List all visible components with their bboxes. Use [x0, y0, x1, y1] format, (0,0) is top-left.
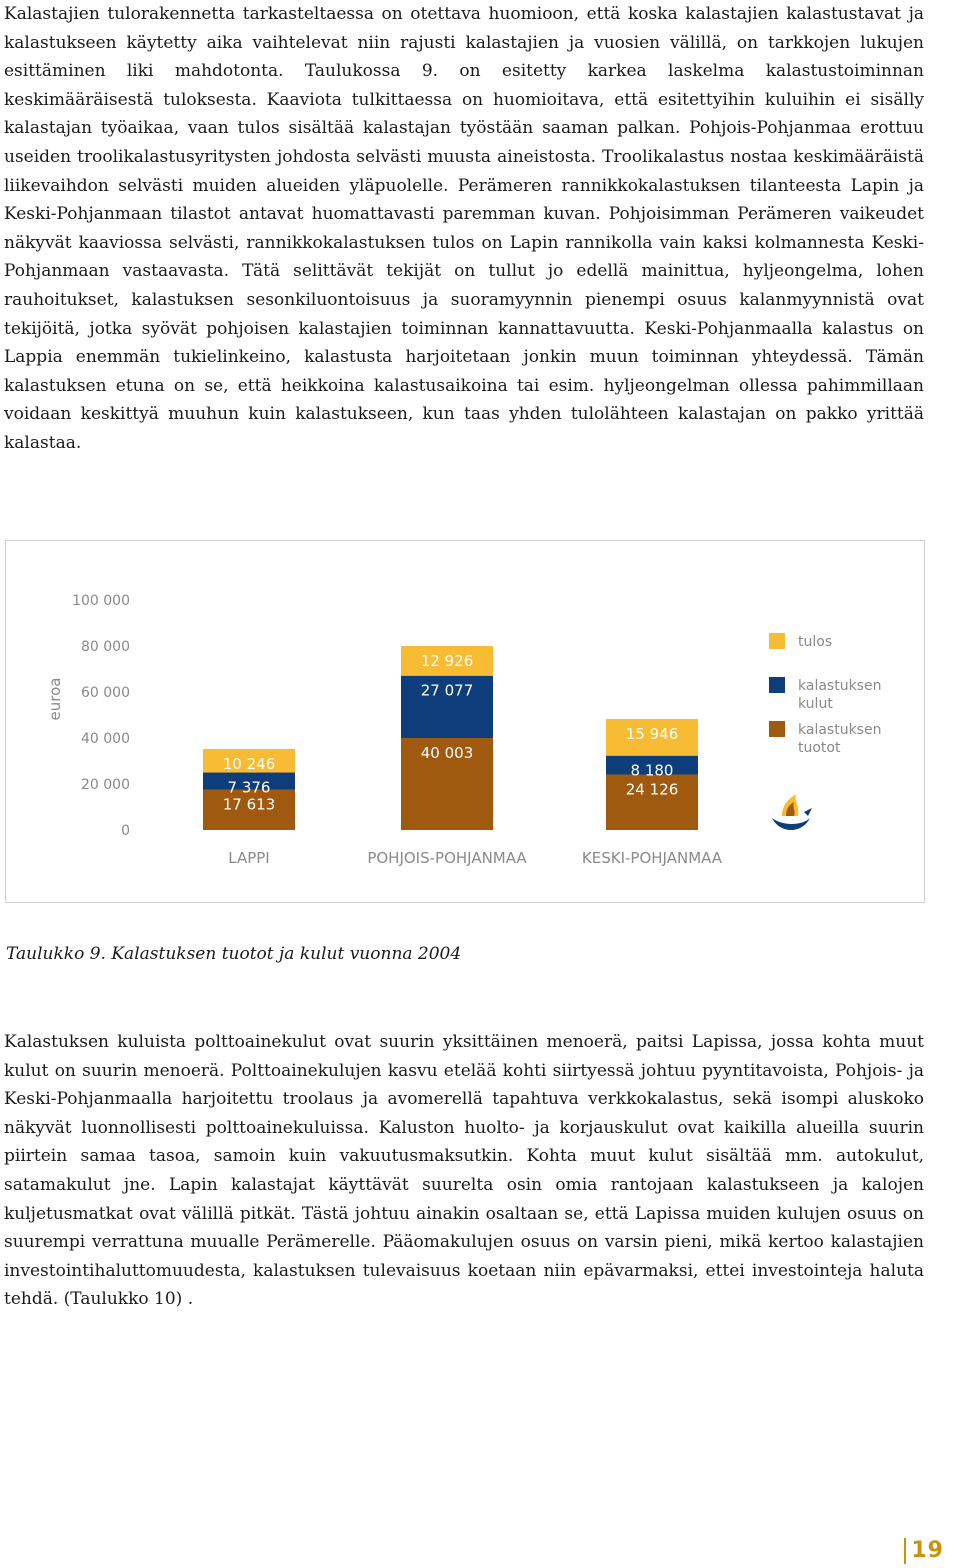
body-paragraph-2: Kalastuksen kuluista polttoainekulut ovat suurin yksittäinen menoerä, paitsi Lapissa, jossa kohta muut kulut on suurin menoerä. Polttoainekulujen kasvu etelää kohti siirtyessä johtuu pyyntitavoista, Pohjois- ja Keski-Pohjanmaalla harjoitettu troolaus ja avomerellä tapahtuva verkkokalastus, sekä isompi aluskoko näkyvät luonnollisesti polttoainekuluissa. Kaluston huolto- ja korjauskulut ovat kaikilla alueilla suurin piirtein samaa tasoa, samoin kuin vakuutusmaksutkin. Kohta muut kulut sisältää mm. autokulut, satamakulut jne. Lapin kalastajat käyttävät suurelta osin omia rantojaan kalastukseen ja kalojen kuljetusmatkat ovat välillä pitkät. Tästä johtuu ainakin osaltaan se, että Lapissa muiden kulujen osuus on suurempi verrattuna muualle Perämerelle. Pääomakulujen osuus on varsin pieni, mikä kertoo kalastajien investointihaluttomuudesta, kalastuksen tulevaisuus koetaan niin epävarmaksi, ettei investointeja haluta tehdä. (Taulukko 10) . [4, 1032, 924, 1310]
legend-label: kalastuksen kulut [798, 678, 882, 712]
bar-value-label: 7 376 [227, 778, 271, 797]
bar-value-label: 27 077 [420, 681, 474, 700]
legend-label: tulos [798, 634, 833, 650]
y-tick-label: 20 000 [81, 777, 130, 793]
legend-swatch [769, 633, 785, 649]
bar-value-label: 24 126 [625, 780, 679, 799]
bar-value-label: 15 946 [625, 725, 679, 744]
bar-value-label: 17 613 [222, 795, 276, 814]
x-tick-label: LAPPI [228, 849, 270, 867]
y-tick-label: 60 000 [81, 685, 130, 701]
x-tick-label: POHJOIS-POHJANMAA [367, 849, 527, 867]
body-paragraph-1: Kalastajien tulorakennetta tarkasteltaessa on otettava huomioon, että koska kalastajien kalastustavat ja kalastukseen käytetty aika vaihtelevat niin rajusti kalastajien ja vuosien välillä, on tarkkojen lukujen esittäminen liki mahdotonta. Taulukossa 9. on esitetty karkea laskelma kalastustoiminnan keskimääräisestä tuloksesta. Kaaviota tulkittaessa on huomioitava, että esitettyihin kuluihin ei sisälly kalastajan työaikaa, vaan tulos sisältää kalastajan työstään saaman palkan. Pohjois-Pohjanmaa erottuu useiden troolikalastusyritysten johdosta selvästi muusta aineistosta. Troolikalastus nostaa keskimääräistä liikevaihdon selvästi muiden alueiden yläpuolelle. Perämeren rannikkokalastuksen tilanteesta Lapin ja Keski-Pohjanmaan tilastot antavat huomattavasti paremman kuvan. Pohjoisimman Perämeren vaikeudet näkyvät kaaviossa selvästi, rannikkokalastuksen tulos on Lapin rannikolla vain kaksi kolmannesta Keski-Pohjanmaan vastaavasta. Tätä selittävät tekijät on tullut jo edellä mainittua, hyljeongelma, lohen rauhoitukset, kalastuksen sesonkiluontoisuus ja suoramyynnin pienempi osuus kalanmyynnistä ovat tekijöitä, jotka syövät pohjoisen kalastajien toiminnan kannattavuutta. Keski-Pohjanmaalla kalastus on Lappia enemmän tukielinkeino, kalastusta harjoitetaan jonkin muun toiminnan yhteydessä. Tämän kalastuksen etuna on se, että heikkoina kalastusaikoina tai esim. hyljeongelman ollessa pahimmillaan voidaan keskittyä muuhun kuin kalastukseen, kun taas yhden tulolähteen kalastajan on pakko yrittää kalastaa. [4, 4, 924, 453]
chart-frame [5, 540, 925, 903]
y-tick-label: 0 [121, 823, 130, 839]
y-tick-label: 40 000 [81, 731, 130, 747]
table-caption: Taulukko 9. Kalastuksen tuotot ja kulut vuonna 2004 [6, 944, 462, 964]
legend-swatch [769, 677, 785, 693]
page-number-rule [904, 1538, 906, 1564]
bar-value-label: 40 003 [420, 743, 474, 762]
legend-label: kalastuksen tuotot [798, 722, 882, 756]
bar-value-label: 12 926 [420, 651, 474, 670]
legend-swatch [769, 721, 785, 737]
x-tick-label: KESKI-POHJANMAA [581, 849, 723, 867]
y-tick-label: 80 000 [81, 639, 130, 655]
y-axis-label: euroa [46, 677, 64, 721]
bar-value-label: 10 246 [222, 754, 276, 773]
logo-icon [772, 794, 812, 830]
bar-value-label: 8 180 [630, 761, 674, 780]
y-tick-label: 100 000 [72, 593, 130, 609]
page-number: 19 [911, 1538, 944, 1563]
stacked-bar-chart [6, 541, 926, 902]
